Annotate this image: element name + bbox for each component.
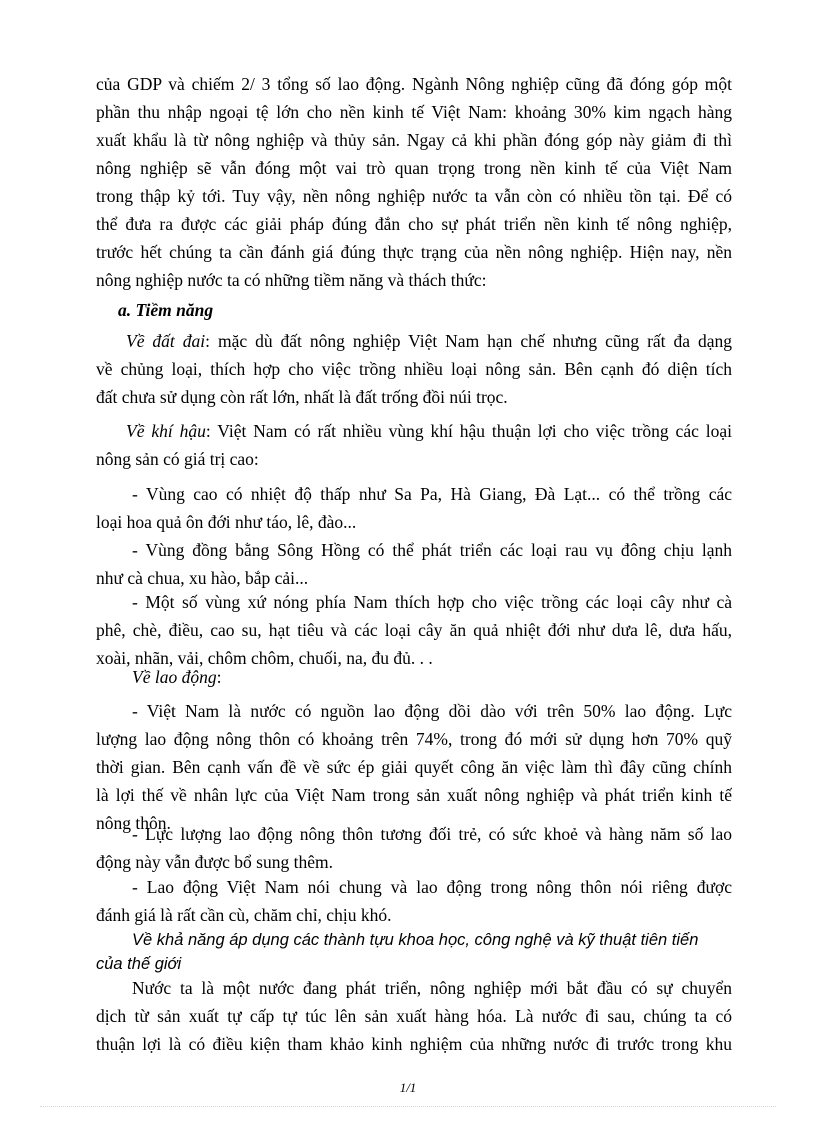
text-line: đánh giá là rất cần cù, chăm chỉ, chịu khó. [96,905,392,925]
text-line: - Việt Nam là nước có nguồn lao động dồi dào với trên 50% lao động. Lực [132,701,732,721]
text-line: xoài, nhãn, vải, chôm chôm, chuối, na, đu đủ. . . [96,648,433,668]
text-line: loại hoa quả ôn đới như táo, lê, đào... [96,512,357,532]
text-line: động này vẫn được bổ sung thêm. [96,852,333,872]
land-text: : mặc dù đất nông nghiệp Việt Nam hạn chế nhưng cũng rất đa dạng [205,331,732,351]
text-line: - Một số vùng xứ nóng phía Nam thích hợp cho việc trồng các loại cây như cà [132,592,732,612]
text-line: Về khả năng áp dụng các thành tựu khoa học, công nghệ và kỹ thuật tiên tiến [132,931,699,949]
text-line: của GDP và chiếm 2/ 3 tổng số lao động. Ngành Nông nghiệp cũng đã đóng góp một [96,74,732,94]
labor-colon: : [216,667,222,687]
text-line: - Vùng cao có nhiệt độ thấp như Sa Pa, Hà Giang, Đà Lạt... có thể trồng các [132,484,732,504]
labor-bullet [96,697,732,837]
text-line [96,417,732,445]
text-line: phần thu nhập ngoại tệ lớn cho nền kinh tế Việt Nam: khoảng 30% kim ngạch hàng [96,102,732,122]
text-line: nông thôn. [96,813,171,833]
text-line: xuất khẩu là từ nông nghiệp và thủy sản. Ngay cả khi phần đóng góp này giảm đi thì [96,130,732,150]
text-line: nông sản có giá trị cao: [96,449,259,469]
page-number: 1/1 [399,1080,417,1095]
footer-divider [40,1106,776,1107]
heading-potential: a. Tiềm năng [118,300,214,320]
climate-bullet [96,536,732,592]
text-line: của thế giới [96,955,182,973]
final-paragraph [96,974,732,1058]
text-line [96,663,732,691]
section-heading [96,296,732,324]
text-line: nông nghiệp sẽ vẫn đóng một vai trò quan trọng trong nền kinh tế của Việt Nam [96,158,732,178]
labor-heading [96,663,732,691]
text-line [96,327,732,355]
climate-paragraph [96,417,732,473]
text-line: nông nghiệp nước ta có những tiềm năng và thách thức: [96,270,487,290]
text-line: thuận lợi là có điều kiện tham khảo kinh nghiệm của những nước đi trước trong khu [96,1034,732,1054]
labor-label: Về lao động [132,667,217,687]
text-line: - Lao động Việt Nam nói chung và lao động trong nông thôn nói riêng được [132,877,732,897]
text-line: thời gian. Bên cạnh vấn đề về sức ép giải quyết công ăn việc làm thì đây cũng chính [96,757,732,777]
text-line: phê, chè, điều, cao su, hạt tiêu và các loại cây ăn quả nhiệt đới như dưa lê, dưa hấu, [96,620,732,640]
climate-bullet [96,480,732,536]
text-line: Nước ta là một nước đang phát triển, nông nghiệp mới bắt đầu có sự chuyển [132,978,732,998]
text-line: về chủng loại, thích hợp cho việc trồng nhiều loại nông sản. Bên cạnh đó diện tích [96,359,732,379]
climate-text: : Việt Nam có rất nhiều vùng khí hậu thuận lợi cho việc trồng các loại [205,421,732,441]
text-line: trong thập kỷ tới. Tuy vậy, nền nông nghiệp nước ta vẫn còn có nhiều tồn tại. Để có [96,186,732,206]
text-line: - Vùng đồng bằng Sông Hồng có thể phát triển các loại rau vụ đông chịu lạnh [132,540,732,560]
land-label: Về đất đai [126,331,206,351]
text-line: là lợi thế về nhân lực của Việt Nam trong sản xuất nông nghiệp và phát triển kinh tế [96,785,732,805]
text-line: lượng lao động nông thôn có khoảng trên 74%, trong đó mới sử dụng hơn 70% quỹ [96,729,732,749]
climate-label: Về khí hậu [126,421,206,441]
labor-bullet [96,873,732,929]
intro-paragraph [96,70,732,294]
land-paragraph [96,327,732,411]
text-line: trước hết chúng ta cần đánh giá đúng thực trạng của nền nông nghiệp. Hiện nay, nền [96,242,732,262]
text-line: như cà chua, xu hào, bắp cải... [96,568,309,588]
climate-bullet [96,588,732,672]
text-line: dịch từ sản xuất tự cấp tự túc lên sản xuất hàng hóa. Là nước đi sau, chúng ta có [96,1006,732,1026]
labor-bullet [96,820,732,876]
text-line: thể đưa ra được các giải pháp đúng đắn cho sự phát triển nền kinh tế nông nghiệp, [96,214,732,234]
text-line: - Lực lượng lao động nông thôn tương đối trẻ, có sức khoẻ và hàng năm số lao [132,824,732,844]
text-line: đất chưa sử dụng còn rất lớn, nhất là đất trống đồi núi trọc. [96,387,508,407]
tech-heading [96,928,732,976]
